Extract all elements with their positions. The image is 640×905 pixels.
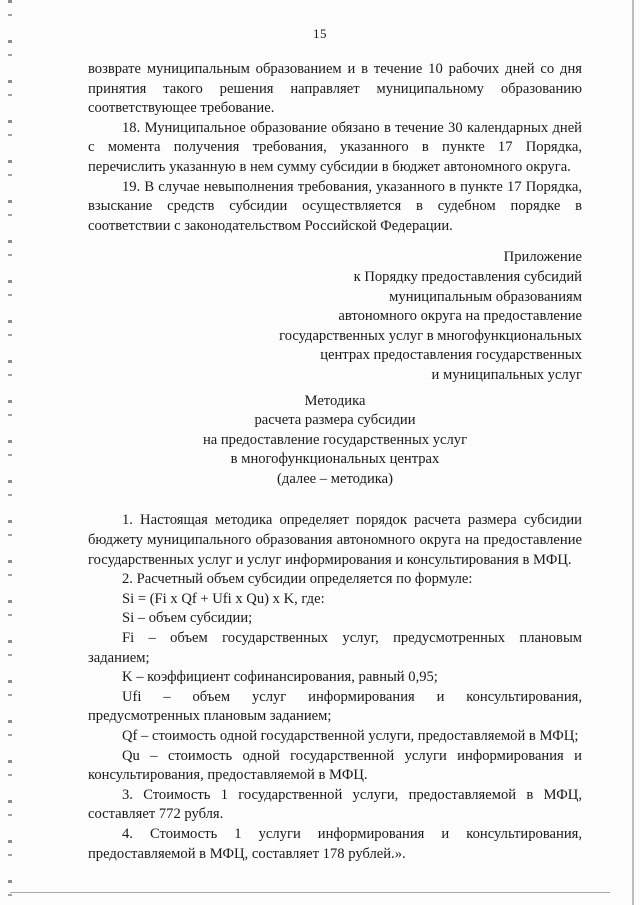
method-title-line: в многофункциональных центрах [230,451,440,468]
appendix-line: и муниципальных услуг [431,366,582,383]
formula-def-qu: Qu – стоимость одной государственной услуги информирования и консультирования, предоставляемой в МФЦ. [88,747,582,784]
scan-edge-right [632,0,634,905]
method-item-2: 2. Расчетный объем субсидии определяется по формуле: [122,571,473,588]
document-body [88,60,582,864]
clause-19: 19. В случае невыполнения требования, указанного в пункте 17 Порядка, взыскание средств субсидии осуществляется в судебном порядке в соответствии с законодательством Российской Федерации. [88,178,582,234]
appendix-line: Приложение [503,249,582,266]
method-title-line: расчета размера субсидии [254,412,416,429]
formula-def-k: K – коэффициент софинансирования, равный 0,95; [122,669,438,686]
method-title-line: (далее – методика) [277,470,393,487]
formula: Si = (Fi x Qf + Ufi x Qu) x K, где: [122,590,325,607]
appendix-header [88,248,582,385]
method-item-3: 3. Стоимость 1 государственной услуги, предоставляемой в МФЦ, составляет 772 рубля. [88,786,582,823]
appendix-line: автономного округа на предоставление [338,308,582,325]
continued-paragraph: возврате муниципальным образованием и в течение 10 рабочих дней со дня принятия такого решения направляет муниципальному образованию соответствующее требование. [88,61,582,117]
formula-def-qf: Qf – стоимость одной государственной услуги, предоставляемой в МФЦ; [122,728,579,744]
method-item-4: 4. Стоимость 1 услуги информирования и консультирования, предоставляемой в МФЦ, составляет 178 рублей.». [88,825,582,862]
appendix-line: к Порядку предоставления субсидий [353,268,582,285]
method-title [88,392,582,490]
clause-18: 18. Муниципальное образование обязано в течение 30 календарных дней с момента получения требования, указанного в пункте 17 Порядка, перечислить указанную в нем сумму субсидии в бюджет автономного округа. [88,119,582,175]
scan-bottom-line [10,892,610,893]
scan-edge-left [8,0,12,905]
appendix-line: государственных услуг в многофункциональных [279,327,582,344]
appendix-line: центрах предоставления государственных [320,347,582,364]
method-item-1: 1. Настоящая методика определяет порядок расчета размера субсидии бюджету муниципального образования автономного округа на предоставление государственных услуг и услуг информирования и консультирования в МФЦ. [88,512,582,568]
formula-def-si: Si – объем субсидии; [122,610,253,627]
formula-def-ufi: Ufi – объем услуг информирования и консультирования, предусмотренных плановым заданием; [88,688,582,725]
page-number: 15 [313,26,327,41]
formula-def-fi: Fi – объем государственных услуг, предусмотренных плановым заданием; [88,630,582,666]
method-items [88,511,582,864]
method-title-line: Методика [304,392,366,409]
appendix-line: муниципальным образованиям [389,288,582,305]
method-title-line: на предоставление государственных услуг [202,431,468,448]
